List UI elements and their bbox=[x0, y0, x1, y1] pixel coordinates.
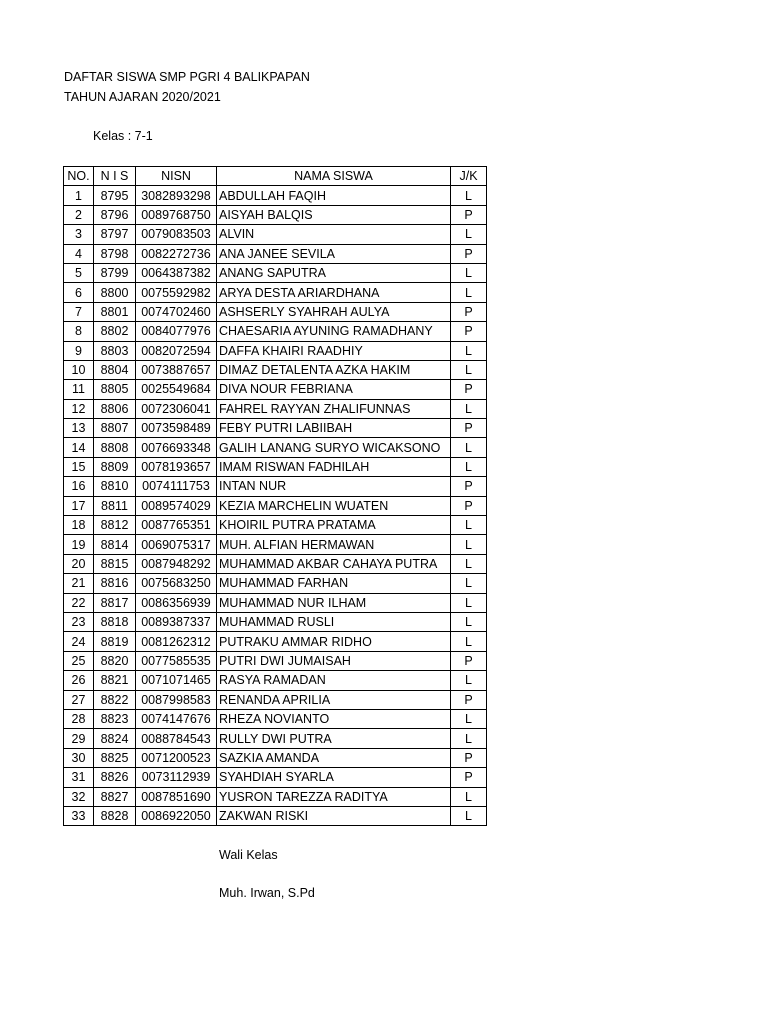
cell-nisn: 0074702460 bbox=[136, 302, 217, 321]
cell-nama: MUHAMMAD NUR ILHAM bbox=[217, 593, 451, 612]
cell-nama: DAFFA KHAIRI RAADHIY bbox=[217, 341, 451, 360]
cell-nama: AISYAH BALQIS bbox=[217, 205, 451, 224]
cell-nis: 8802 bbox=[94, 322, 136, 341]
cell-no: 15 bbox=[64, 457, 94, 476]
cell-nisn: 3082893298 bbox=[136, 186, 217, 205]
cell-nisn: 0077585535 bbox=[136, 651, 217, 670]
table-row bbox=[64, 263, 487, 282]
cell-nisn: 0074147676 bbox=[136, 709, 217, 728]
cell-nama: PUTRI DWI JUMAISAH bbox=[217, 651, 451, 670]
cell-nis: 8803 bbox=[94, 341, 136, 360]
cell-nisn: 0087998583 bbox=[136, 690, 217, 709]
cell-nama: YUSRON TAREZZA RADITYA bbox=[217, 787, 451, 806]
table-row bbox=[64, 516, 487, 535]
cell-jk: L bbox=[451, 186, 487, 205]
table-header-row bbox=[64, 167, 487, 186]
cell-nis: 8823 bbox=[94, 709, 136, 728]
class-label: Kelas : 7-1 bbox=[93, 129, 153, 143]
cell-nis: 8827 bbox=[94, 787, 136, 806]
cell-nisn: 0071071465 bbox=[136, 671, 217, 690]
cell-jk: L bbox=[451, 632, 487, 651]
table-row bbox=[64, 554, 487, 573]
cell-nisn: 0087948292 bbox=[136, 554, 217, 573]
cell-jk: P bbox=[451, 244, 487, 263]
table-row bbox=[64, 690, 487, 709]
cell-jk: L bbox=[451, 574, 487, 593]
table-row bbox=[64, 322, 487, 341]
cell-nis: 8804 bbox=[94, 360, 136, 379]
cell-no: 1 bbox=[64, 186, 94, 205]
cell-jk: P bbox=[451, 419, 487, 438]
cell-nisn: 0084077976 bbox=[136, 322, 217, 341]
cell-nisn: 0082272736 bbox=[136, 244, 217, 263]
table-row bbox=[64, 709, 487, 728]
cell-jk: L bbox=[451, 729, 487, 748]
cell-no: 29 bbox=[64, 729, 94, 748]
table-row bbox=[64, 360, 487, 379]
cell-nis: 8806 bbox=[94, 399, 136, 418]
cell-nis: 8810 bbox=[94, 477, 136, 496]
cell-nama: MUHAMMAD FARHAN bbox=[217, 574, 451, 593]
cell-jk: P bbox=[451, 380, 487, 399]
cell-jk: L bbox=[451, 593, 487, 612]
column-header-jk: J/K bbox=[451, 167, 487, 186]
cell-nis: 8825 bbox=[94, 748, 136, 767]
cell-no: 22 bbox=[64, 593, 94, 612]
cell-jk: L bbox=[451, 612, 487, 631]
table-row bbox=[64, 438, 487, 457]
cell-jk: P bbox=[451, 651, 487, 670]
cell-nisn: 0025549684 bbox=[136, 380, 217, 399]
cell-jk: L bbox=[451, 438, 487, 457]
column-header-no: NO. bbox=[64, 167, 94, 186]
cell-nama: FAHREL RAYYAN ZHALIFUNNAS bbox=[217, 399, 451, 418]
cell-no: 18 bbox=[64, 516, 94, 535]
cell-nis: 8800 bbox=[94, 283, 136, 302]
cell-jk: L bbox=[451, 283, 487, 302]
table-row bbox=[64, 419, 487, 438]
table-row bbox=[64, 225, 487, 244]
table-row bbox=[64, 477, 487, 496]
cell-nis: 8799 bbox=[94, 263, 136, 282]
cell-nisn: 0072306041 bbox=[136, 399, 217, 418]
cell-nisn: 0087851690 bbox=[136, 787, 217, 806]
cell-nama: ALVIN bbox=[217, 225, 451, 244]
table-row bbox=[64, 729, 487, 748]
cell-jk: L bbox=[451, 225, 487, 244]
cell-nis: 8815 bbox=[94, 554, 136, 573]
cell-nama: RENANDA APRILIA bbox=[217, 690, 451, 709]
cell-jk: P bbox=[451, 748, 487, 767]
table-row bbox=[64, 399, 487, 418]
cell-nis: 8808 bbox=[94, 438, 136, 457]
cell-no: 30 bbox=[64, 748, 94, 767]
cell-nama: CHAESARIA AYUNING RAMADHANY bbox=[217, 322, 451, 341]
cell-no: 11 bbox=[64, 380, 94, 399]
cell-nama: PUTRAKU AMMAR RIDHO bbox=[217, 632, 451, 651]
cell-jk: L bbox=[451, 263, 487, 282]
cell-no: 9 bbox=[64, 341, 94, 360]
cell-nama: INTAN NUR bbox=[217, 477, 451, 496]
cell-nama: KEZIA MARCHELIN WUATEN bbox=[217, 496, 451, 515]
table-row bbox=[64, 748, 487, 767]
cell-jk: L bbox=[451, 806, 487, 825]
table-row bbox=[64, 205, 487, 224]
table-row bbox=[64, 457, 487, 476]
cell-nis: 8807 bbox=[94, 419, 136, 438]
cell-nis: 8805 bbox=[94, 380, 136, 399]
cell-nisn: 0082072594 bbox=[136, 341, 217, 360]
cell-jk: L bbox=[451, 671, 487, 690]
cell-no: 12 bbox=[64, 399, 94, 418]
table-row bbox=[64, 244, 487, 263]
cell-nis: 8826 bbox=[94, 768, 136, 787]
cell-nama: KHOIRIL PUTRA PRATAMA bbox=[217, 516, 451, 535]
cell-nis: 8796 bbox=[94, 205, 136, 224]
cell-nama: DIVA NOUR FEBRIANA bbox=[217, 380, 451, 399]
cell-no: 20 bbox=[64, 554, 94, 573]
document-title: DAFTAR SISWA SMP PGRI 4 BALIKPAPAN bbox=[64, 70, 310, 84]
cell-no: 7 bbox=[64, 302, 94, 321]
cell-no: 28 bbox=[64, 709, 94, 728]
column-header-nama: NAMA SISWA bbox=[217, 167, 451, 186]
homeroom-label: Wali Kelas bbox=[219, 848, 278, 862]
table-row bbox=[64, 671, 487, 690]
cell-jk: L bbox=[451, 554, 487, 573]
cell-nis: 8801 bbox=[94, 302, 136, 321]
cell-no: 21 bbox=[64, 574, 94, 593]
table-row bbox=[64, 380, 487, 399]
cell-nama: ANANG SAPUTRA bbox=[217, 263, 451, 282]
cell-jk: L bbox=[451, 516, 487, 535]
cell-nisn: 0073887657 bbox=[136, 360, 217, 379]
cell-no: 6 bbox=[64, 283, 94, 302]
cell-nis: 8817 bbox=[94, 593, 136, 612]
cell-no: 26 bbox=[64, 671, 94, 690]
cell-jk: L bbox=[451, 341, 487, 360]
cell-nisn: 0075592982 bbox=[136, 283, 217, 302]
cell-nama: GALIH LANANG SURYO WICAKSONO bbox=[217, 438, 451, 457]
cell-nama: ANA JANEE SEVILA bbox=[217, 244, 451, 263]
cell-nisn: 0088784543 bbox=[136, 729, 217, 748]
cell-nama: FEBY PUTRI LABIIBAH bbox=[217, 419, 451, 438]
cell-jk: L bbox=[451, 787, 487, 806]
cell-jk: P bbox=[451, 477, 487, 496]
table-row bbox=[64, 651, 487, 670]
cell-no: 5 bbox=[64, 263, 94, 282]
table-row bbox=[64, 302, 487, 321]
cell-nama: ZAKWAN RISKI bbox=[217, 806, 451, 825]
cell-nis: 8798 bbox=[94, 244, 136, 263]
cell-nama: MUHAMMAD AKBAR CAHAYA PUTRA bbox=[217, 554, 451, 573]
table-row bbox=[64, 574, 487, 593]
cell-no: 24 bbox=[64, 632, 94, 651]
cell-nis: 8797 bbox=[94, 225, 136, 244]
cell-nisn: 0064387382 bbox=[136, 263, 217, 282]
cell-nis: 8795 bbox=[94, 186, 136, 205]
cell-nama: SYAHDIAH SYARLA bbox=[217, 768, 451, 787]
cell-no: 32 bbox=[64, 787, 94, 806]
cell-nis: 8820 bbox=[94, 651, 136, 670]
table-row bbox=[64, 806, 487, 825]
student-table bbox=[63, 166, 487, 826]
cell-nama: ASHSERLY SYAHRAH AULYA bbox=[217, 302, 451, 321]
cell-no: 8 bbox=[64, 322, 94, 341]
table-row bbox=[64, 535, 487, 554]
cell-jk: P bbox=[451, 322, 487, 341]
cell-no: 16 bbox=[64, 477, 94, 496]
cell-no: 17 bbox=[64, 496, 94, 515]
table-row bbox=[64, 768, 487, 787]
cell-nisn: 0073598489 bbox=[136, 419, 217, 438]
cell-nisn: 0076693348 bbox=[136, 438, 217, 457]
cell-nama: RULLY DWI PUTRA bbox=[217, 729, 451, 748]
cell-nis: 8819 bbox=[94, 632, 136, 651]
cell-nama: MUHAMMAD RUSLI bbox=[217, 612, 451, 631]
table-row bbox=[64, 593, 487, 612]
table-row bbox=[64, 787, 487, 806]
table-row bbox=[64, 496, 487, 515]
cell-jk: P bbox=[451, 496, 487, 515]
cell-no: 31 bbox=[64, 768, 94, 787]
cell-nama: MUH. ALFIAN HERMAWAN bbox=[217, 535, 451, 554]
cell-nisn: 0074111753 bbox=[136, 477, 217, 496]
cell-no: 27 bbox=[64, 690, 94, 709]
table-row bbox=[64, 612, 487, 631]
table-row bbox=[64, 632, 487, 651]
cell-nis: 8811 bbox=[94, 496, 136, 515]
cell-no: 2 bbox=[64, 205, 94, 224]
cell-nama: ARYA DESTA ARIARDHANA bbox=[217, 283, 451, 302]
cell-nisn: 0079083503 bbox=[136, 225, 217, 244]
cell-jk: P bbox=[451, 302, 487, 321]
cell-nama: IMAM RISWAN FADHILAH bbox=[217, 457, 451, 476]
cell-jk: L bbox=[451, 535, 487, 554]
cell-nis: 8822 bbox=[94, 690, 136, 709]
cell-nisn: 0089574029 bbox=[136, 496, 217, 515]
cell-nis: 8828 bbox=[94, 806, 136, 825]
cell-no: 13 bbox=[64, 419, 94, 438]
cell-jk: P bbox=[451, 205, 487, 224]
cell-jk: P bbox=[451, 768, 487, 787]
cell-nis: 8821 bbox=[94, 671, 136, 690]
cell-nisn: 0081262312 bbox=[136, 632, 217, 651]
academic-year: TAHUN AJARAN 2020/2021 bbox=[64, 90, 221, 104]
cell-no: 3 bbox=[64, 225, 94, 244]
cell-jk: L bbox=[451, 360, 487, 379]
table-row bbox=[64, 283, 487, 302]
cell-jk: P bbox=[451, 690, 487, 709]
cell-nama: RHEZA NOVIANTO bbox=[217, 709, 451, 728]
homeroom-teacher-name: Muh. Irwan, S.Pd bbox=[219, 886, 315, 900]
cell-nama: RASYA RAMADAN bbox=[217, 671, 451, 690]
cell-no: 10 bbox=[64, 360, 94, 379]
cell-nama: DIMAZ DETALENTA AZKA HAKIM bbox=[217, 360, 451, 379]
cell-nisn: 0089387337 bbox=[136, 612, 217, 631]
cell-nisn: 0069075317 bbox=[136, 535, 217, 554]
cell-nis: 8816 bbox=[94, 574, 136, 593]
column-header-nisn: NISN bbox=[136, 167, 217, 186]
cell-nis: 8814 bbox=[94, 535, 136, 554]
cell-jk: L bbox=[451, 457, 487, 476]
cell-nisn: 0086356939 bbox=[136, 593, 217, 612]
cell-nama: SAZKIA AMANDA bbox=[217, 748, 451, 767]
cell-nisn: 0078193657 bbox=[136, 457, 217, 476]
cell-nisn: 0089768750 bbox=[136, 205, 217, 224]
table-body bbox=[64, 186, 487, 826]
cell-nis: 8818 bbox=[94, 612, 136, 631]
cell-nis: 8812 bbox=[94, 516, 136, 535]
cell-nisn: 0071200523 bbox=[136, 748, 217, 767]
cell-no: 33 bbox=[64, 806, 94, 825]
cell-nis: 8824 bbox=[94, 729, 136, 748]
cell-nisn: 0087765351 bbox=[136, 516, 217, 535]
cell-nisn: 0073112939 bbox=[136, 768, 217, 787]
cell-jk: L bbox=[451, 399, 487, 418]
column-header-nis: N I S bbox=[94, 167, 136, 186]
cell-no: 4 bbox=[64, 244, 94, 263]
cell-no: 25 bbox=[64, 651, 94, 670]
table-row bbox=[64, 341, 487, 360]
cell-no: 14 bbox=[64, 438, 94, 457]
cell-no: 23 bbox=[64, 612, 94, 631]
cell-nama: ABDULLAH FAQIH bbox=[217, 186, 451, 205]
cell-nis: 8809 bbox=[94, 457, 136, 476]
cell-nisn: 0086922050 bbox=[136, 806, 217, 825]
table-row bbox=[64, 186, 487, 205]
cell-no: 19 bbox=[64, 535, 94, 554]
cell-jk: L bbox=[451, 709, 487, 728]
cell-nisn: 0075683250 bbox=[136, 574, 217, 593]
